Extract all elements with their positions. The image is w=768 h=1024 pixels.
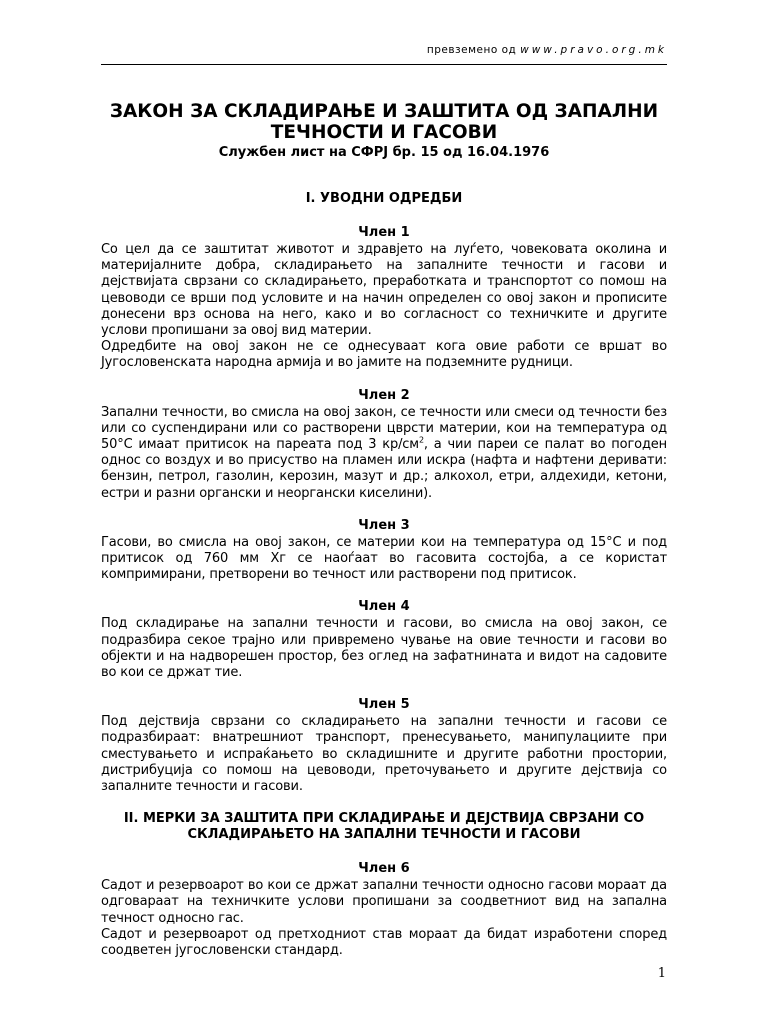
document-title-line-2: ТЕЧНОСТИ И ГАСОВИ	[270, 122, 498, 143]
article-3	[101, 518, 667, 584]
document-body	[101, 101, 667, 959]
article-paragraph: Одредбите на овој закон не се однесуваат кога овие работи се вршат во Југословенската народна армија и во јамите на подземните рудници.	[101, 339, 667, 371]
article-text: , а чии пареи се палат во погоден однос со воздух и во присуство на пламен или искра (нафта и нафтени деривати: бензин, петрол, газолин, керозин, мазут и др.; алкохол, етри, алдехиди, кетони, естри и разни органски и неоргански киселини).	[101, 437, 667, 501]
article-paragraph: Со цел да се заштитат животот и здравјето на луѓето, човековата околина и материјалните добра, складирањето на запалните течности и гасови и дејствијата сврзани со складирањето, преработката и транспортот со помош на цевоводи се врши под условите и на начин определен со овој закон и прописите донесени врз основа на него, како и во согласност со техничките и другите услови пропишани за овој вид материи.	[101, 242, 667, 339]
page-number: 1	[657, 966, 666, 981]
article-paragraph: Гасови, во смисла на овој закон, се материи кои на температура од 15°C и под притисок од 760 мм Хг се наоѓаат во гасовита состојба, а се користат компримирани, претворени во течност или растворени под притисок.	[101, 534, 667, 583]
section-title-1: I. УВОДНИ ОДРЕДБИ	[305, 191, 463, 206]
article-paragraph: Садот и резервоарот во кои се држат запални течности односно гасови мораат да одговараат на техничките услови пропишани за соодветниот вид на запална течност односно гас.	[101, 878, 667, 926]
section-title-2-line-1: II. МЕРКИ ЗА ЗАШТИТА ПРИ СКЛАДИРАЊЕ И ДЕЈСТВИЈА СВРЗАНИ СО	[123, 811, 645, 827]
article-4	[101, 599, 667, 681]
article-title: Член 2	[358, 387, 410, 403]
article-title: Член 4	[358, 599, 410, 615]
document-title	[101, 101, 667, 143]
article-1	[101, 225, 667, 372]
superscript: 2	[418, 435, 424, 445]
document-title-line-1: ЗАКОН ЗА СКЛАДИРАЊЕ И ЗАШТИТА ОД ЗАПАЛНИ	[109, 101, 659, 122]
article-6	[101, 861, 667, 959]
source-site-link[interactable]: www.pravo.org.mk	[520, 44, 667, 56]
article-text: Запални течности, во смисла на овој закон, се течности или смеси од течности без или со суспендирани или со растворени цврсти материи, кои на температура од 50°C имаат притисок на пареата под 3 кр/см	[101, 404, 667, 453]
article-title: Член 1	[358, 225, 410, 240]
article-5	[101, 697, 667, 795]
article-paragraph	[101, 405, 667, 502]
article-2	[101, 388, 667, 502]
article-paragraph: Под дејствија сврзани со складирањето на запални течности и гасови се подразбираат: внатрешниот транспорт, пренесувањето, манипулациите при сместувањето и испраќањето во складишните и другите работни простории, дистрибуција со помош на цевоводи, преточувањето и другите дејствија со запалните течности и гасови.	[101, 714, 667, 795]
header-divider	[101, 64, 667, 65]
article-title: Член 3	[358, 517, 410, 533]
section-title-2	[101, 811, 667, 843]
article-paragraph: Садот и резервоарот од претходниот став мораат да бидат изработени според соодветен југословенски стандард.	[101, 926, 667, 959]
section-title-2-line-2: СКЛАДИРАЊЕТО НА ЗАПАЛНИ ТЕЧНОСТИ И ГАСОВИ	[187, 827, 581, 843]
article-title: Член 6	[358, 861, 410, 877]
source-prefix: превземено од	[426, 44, 517, 56]
gazette-reference: Службен лист на СФРЈ бр. 15 од 16.04.1976	[218, 145, 550, 160]
article-title: Член 5	[358, 697, 410, 713]
source-attribution	[427, 44, 667, 56]
article-paragraph: Под складирање на запални течности и гасови, во смисла на овој закон, се подразбира секое трајно или привремено чување на овие течности и гасови во објекти и на надворешен простор, без оглед на зафатнината и видот на садовите во кои се држат тие.	[101, 616, 667, 681]
